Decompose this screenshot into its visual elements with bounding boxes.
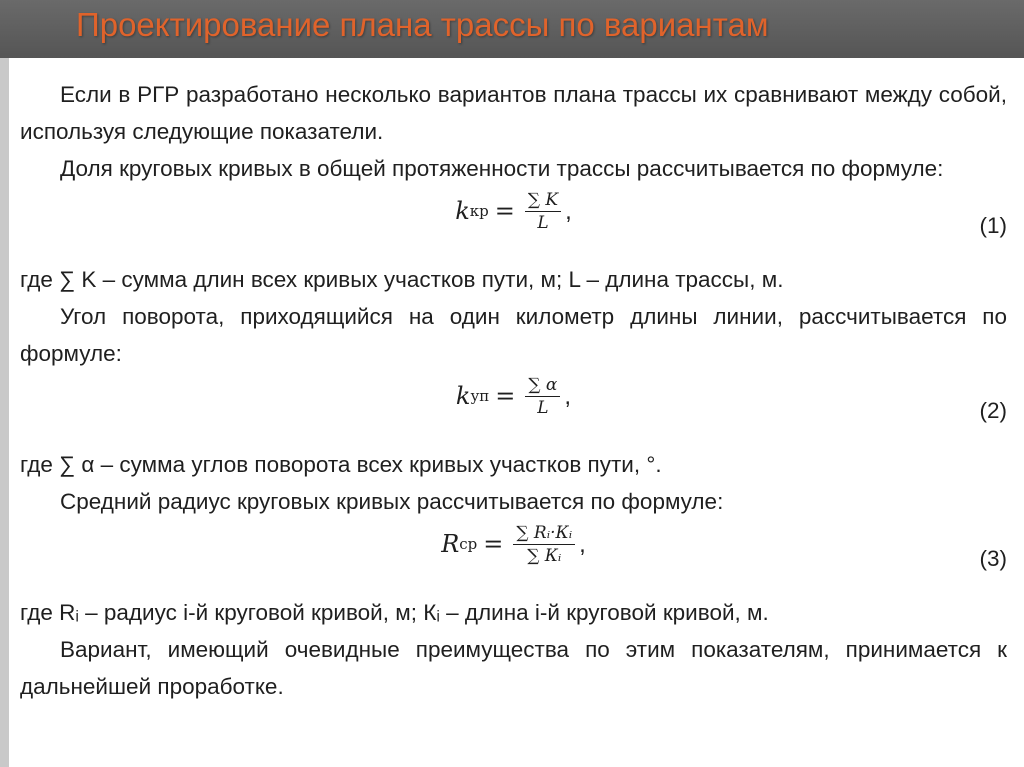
formula-2-denominator: L xyxy=(537,398,549,418)
formula-2-number: (2) xyxy=(979,398,1007,423)
formula-3-fraction xyxy=(513,522,575,567)
definition-1: где ∑ K – сумма длин всех кривых участков пути, м; L – длина трассы, м. xyxy=(20,267,784,292)
formula-2: k уп = $\frac{\sum \alpha}{L}$ , (2) xyxy=(20,374,1007,442)
formula-3-number: (3) xyxy=(979,546,1007,571)
paragraph-conclusion: Вариант, имеющий очевидные преимущества по этим показателям, принимается к дальнейшей проработке. xyxy=(20,637,1007,699)
formula-2-numerator: ∑ α xyxy=(525,374,560,397)
formula-3-denominator: ∑ Кᵢ xyxy=(527,546,562,566)
formula-1-subscript: кр xyxy=(469,202,489,220)
formula-2-fraction xyxy=(525,374,560,419)
slide-body xyxy=(20,76,1007,705)
definition-3: где Rᵢ – радиус i-й круговой кривой, м; Кᵢ – длина i-й круговой кривой, м. xyxy=(20,600,769,625)
formula-2-subscript: уп xyxy=(470,387,490,405)
formula-2-lhs: k xyxy=(455,382,471,410)
formula-1-comma: , xyxy=(565,198,572,225)
left-accent-bar xyxy=(0,58,9,767)
slide-title: Проектирование плана трассы по вариантам xyxy=(76,6,769,43)
paragraph-mean-radius: Средний радиус круговых кривых рассчитывается по формуле: xyxy=(60,489,724,514)
formula-1-numerator: ∑ K xyxy=(525,189,561,212)
paragraph-turn-angle: Угол поворота, приходящийся на один километр длины линии, рассчитывается по формуле: xyxy=(20,304,1007,366)
paragraph-curve-share: Доля круговых кривых в общей протяженности трассы рассчитывается по формуле: xyxy=(60,156,944,181)
formula-1: k кр = $\frac{\sum K}{L}$ , (1) xyxy=(20,189,1007,257)
paragraph-intro: Если в РГР разработано несколько вариантов плана трассы их сравнивают между собой, используя следующие показатели. xyxy=(20,82,1007,144)
title-bar xyxy=(0,0,1024,58)
formula-1-number: (1) xyxy=(979,213,1007,238)
formula-1-lhs: k xyxy=(455,197,470,225)
formula-3-lhs: R xyxy=(441,530,460,558)
definition-2: где ∑ α – сумма углов поворота всех кривых участков пути, °. xyxy=(20,452,662,477)
formula-3: R ср = $\frac{\text{∑ Rᵢ·Кᵢ}}{\text{∑ Кᵢ}}$ , (3) xyxy=(20,522,1007,590)
formula-2-comma: , xyxy=(564,383,572,410)
formula-3-subscript: ср xyxy=(459,535,478,553)
formula-1-fraction xyxy=(525,189,561,234)
formula-3-numerator: ∑ Rᵢ·Кᵢ xyxy=(513,522,575,545)
formula-3-comma: , xyxy=(579,531,586,558)
formula-1-denominator: L xyxy=(537,213,549,233)
